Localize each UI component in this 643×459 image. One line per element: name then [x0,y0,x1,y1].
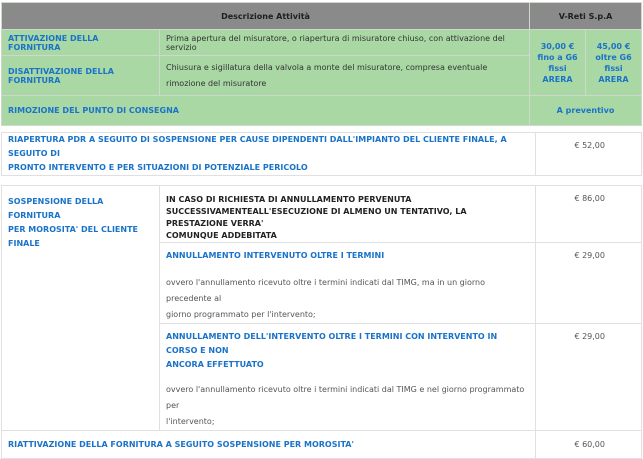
tariff-table-bottom [1,132,642,459]
price-low-range: fino a G6 [537,52,578,62]
item1-line3: COMUNQUE ADDEBITATA [166,231,277,240]
sospensione-item-1 [160,186,536,243]
item3-desc-line2: l'intervento; [166,417,215,426]
price-high-range: oltre G6 [595,52,632,62]
price-high-arera: ARERA [598,74,629,84]
sospensione-item-1-amount: € 86,00 [536,186,642,243]
table-row [2,186,642,243]
sospensione-item-3 [160,324,536,431]
price-low-amount: 30,00 € [540,41,575,51]
table-row [2,133,642,176]
sospensione-item-3-amount: € 29,00 [536,324,642,431]
row-desc: Chiusura e sigillatura della valvola a monte del misuratore, compresa eventuale rimozione del misuratore [160,56,530,96]
removal-price: A preventivo [530,96,642,126]
item1-line2: SUCCESSIVAMENTEALL'ESECUZIONE DI ALMENO UN TENTATIVO, LA PRESTAZIONE VERRA' [166,207,467,228]
price-high [586,30,642,96]
item3-title-line2: ANCORA EFFETTUATO [166,360,264,369]
removal-name: RIMOZIONE DEL PUNTO DI CONSEGNA [2,96,530,126]
price-high-amount: 45,00 € [596,41,631,51]
item1-line1: IN CASO DI RICHIESTA DI ANNULLAMENTO PERVENUTA [166,195,412,204]
item3-title-line1: ANNULLAMENTO DELL'INTERVENTO OLTRE I TERMINI CON INTERVENTO IN CORSO E NON [166,332,498,355]
riapertura-title [2,133,536,176]
table-header-row [2,3,642,30]
table-row [2,431,642,459]
table-row [2,30,642,56]
tariff-table-top [1,2,642,126]
table-row [2,96,642,126]
row-name: ATTIVAZIONE DELLA FORNITURA [2,30,160,56]
sospensione-title [2,186,160,431]
riapertura-amount: € 52,00 [536,133,642,176]
sospensione-title-line1: SOSPENSIONE DELLA FORNITURA [8,197,104,220]
item2-title: ANNULLAMENTO INTERVENUTO OLTRE I TERMINI [166,251,385,260]
riapertura-title-line1: RIAPERTURA PDR A SEGUITO DI SOSPENSIONE PER CAUSE DIPENDENTI DALL'IMPIANTO DEL CLIENTE FINALE, A SEGUITO DI [8,135,507,158]
row-desc: Prima apertura del misuratore, o riapertura di misuratore chiuso, con attivazione del servizio [160,30,530,56]
price-low [530,30,586,96]
header-provider: V-Reti S.p.A [530,3,642,30]
price-high-fixed: fissi [604,63,623,73]
spacer-row [2,176,642,186]
item2-desc-line1: ovvero l'annullamento ricevuto oltre i termini indicati dal TIMG, ma in un giorno precedente al [166,278,485,303]
row-name: DISATTIVAZIONE DELLA FORNITURA [2,56,160,96]
sospensione-title-line2: PER MOROSITA' DEL CLIENTE FINALE [8,225,139,248]
header-activity: Descrizione Attività [2,3,530,30]
sospensione-item-2-amount: € 29,00 [536,243,642,324]
price-low-fixed: fissi [548,63,567,73]
price-low-arera: ARERA [542,74,573,84]
riattivazione-amount: € 60,00 [536,431,642,459]
riapertura-title-line2: PRONTO INTERVENTO E PER SITUAZIONI DI POTENZIALE PERICOLO [8,163,308,172]
spacer [2,176,642,186]
item3-desc-line1: ovvero l'annullamento ricevuto oltre i termini indicati dal TIMG e nel giorno programmato per [166,385,525,410]
riattivazione-title: RIATTIVAZIONE DELLA FORNITURA A SEGUITO SOSPENSIONE PER MOROSITA' [2,431,536,459]
sospensione-item-2 [160,243,536,324]
item2-desc-line2: giorno programmato per l'intervento; [166,310,316,319]
